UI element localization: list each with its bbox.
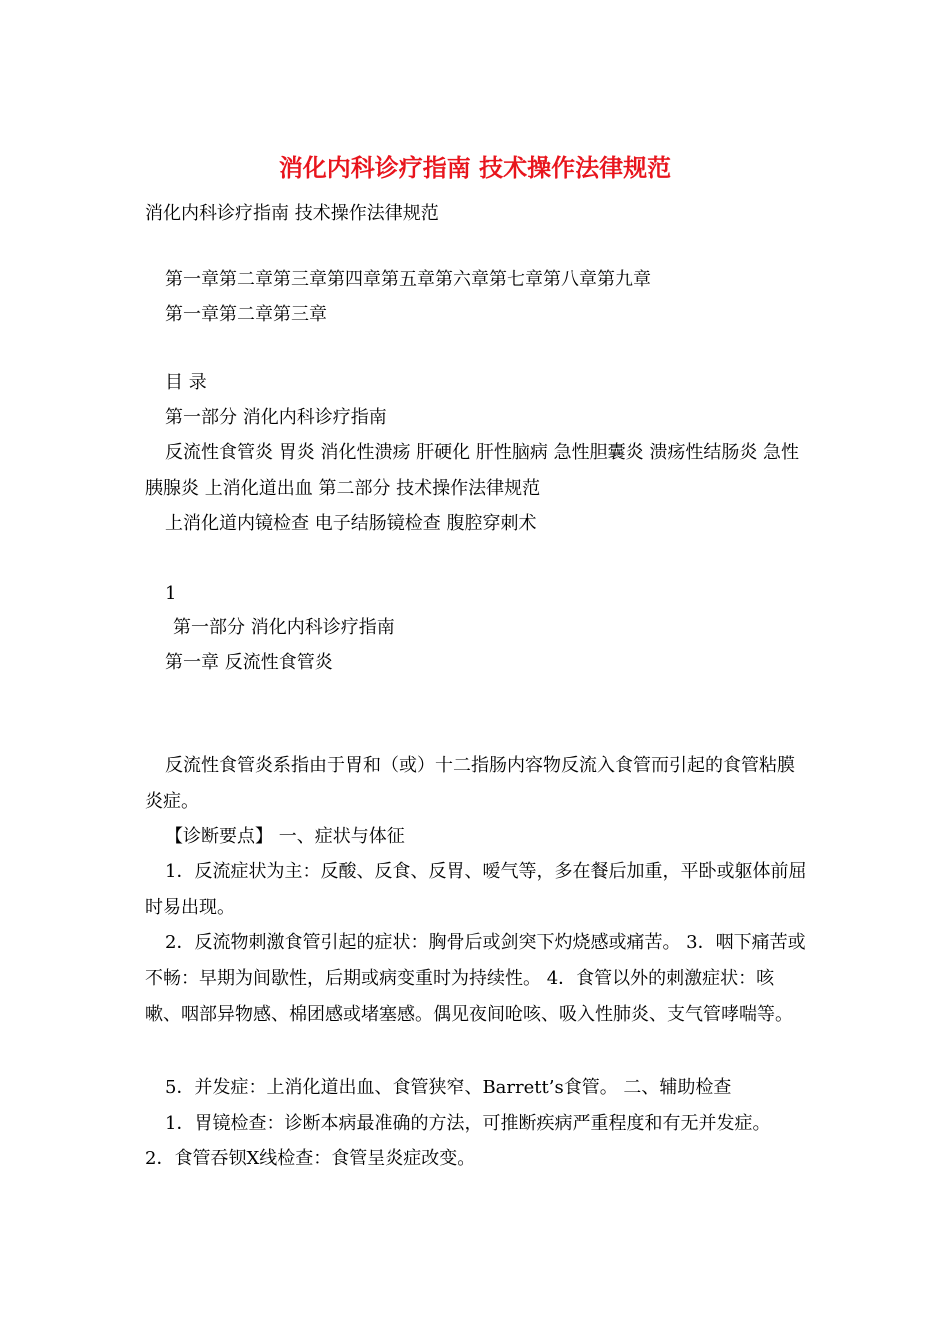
chapters-line-1: 第一章第二章第三章第四章第五章第六章第七章第八章第九章 — [165, 269, 651, 290]
toc-part1-items: 反流性食管炎 胃炎 消化性溃疡 肝硬化 肝性脑病 急性胆囊炎 溃疡性结肠炎 急性胰腺炎 上消化道出血 第二部分 技术操作法律规范 — [145, 442, 800, 499]
exam-2-paragraph: 2．食管吞钡X线检查：食管呈炎症改变。 — [145, 1148, 476, 1169]
toc-heading: 目 录 — [165, 372, 207, 393]
chapters-line-2: 第一章第二章第三章 — [165, 304, 327, 325]
definition-paragraph: 反流性食管炎系指由于胃和（或）十二指肠内容物反流入食管而引起的食管粘膜炎症。 — [145, 755, 795, 812]
page-number: 1 — [165, 583, 177, 604]
diagnosis-heading: 【诊断要点】 一、症状与体征 — [165, 826, 405, 847]
symptom-2-3-4-paragraph: 2．反流物刺激食管引起的症状：胸骨后或剑突下灼烧感或痛苦。 3．咽下痛苦或不畅：早期为间歇性，后期或病变重时为持续性。 4．食管以外的刺激症状：咳嗽、咽部异物感、棉团感或堵塞感。偶见夜间呛咳、吸入性肺炎、支气管哮喘等。 — [145, 932, 806, 1025]
document-subtitle: 消化内科诊疗指南 技术操作法律规范 — [145, 203, 439, 224]
toc-part1-heading: 第一部分 消化内科诊疗指南 — [165, 407, 387, 428]
chapter1-title: 第一章 反流性食管炎 — [165, 652, 333, 673]
complications-paragraph: 5．并发症：上消化道出血、食管狭窄、Barrett’s食管。 二、辅助检查 — [165, 1077, 732, 1098]
toc-part2-items: 上消化道内镜检查 电子结肠镜检查 腹腔穿刺术 — [165, 513, 537, 534]
exam-1-paragraph: 1．胃镜检查：诊断本病最准确的方法，可推断疾病严重程度和有无并发症。 — [165, 1113, 771, 1134]
part1-title: 第一部分 消化内科诊疗指南 — [173, 617, 395, 638]
symptom-1-paragraph: 1．反流症状为主：反酸、反食、反胃、嗳气等，多在餐后加重，平卧或躯体前屈时易出现。 — [145, 861, 807, 918]
document-title: 消化内科诊疗指南 技术操作法律规范 — [278, 153, 672, 182]
